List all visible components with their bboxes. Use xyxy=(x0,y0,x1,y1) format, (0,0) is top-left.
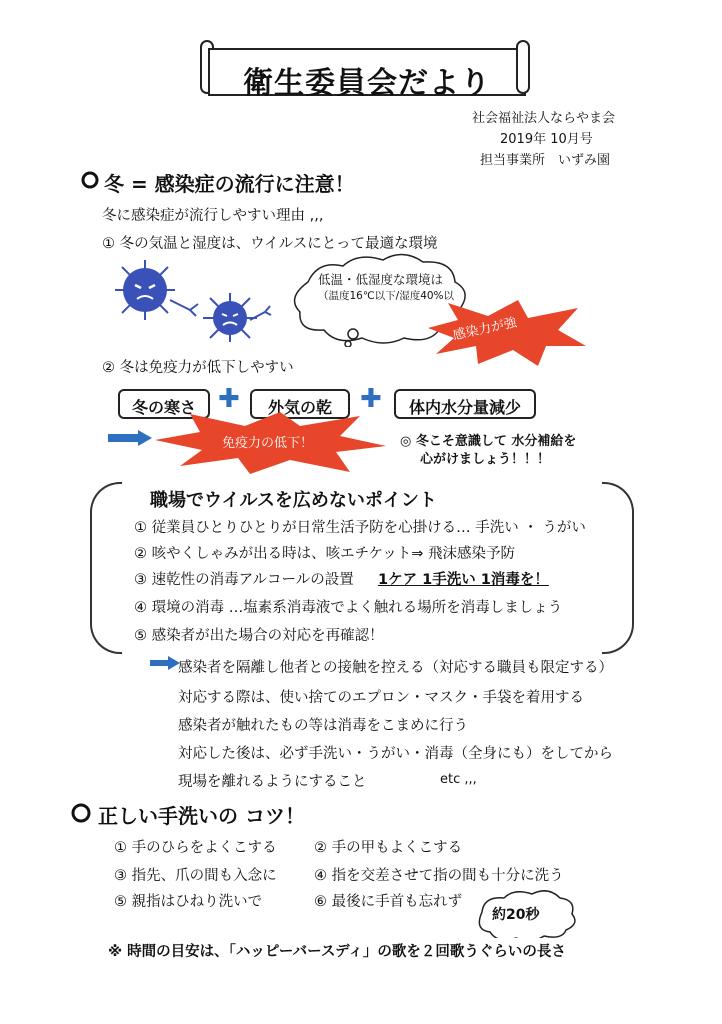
cloud-text-line2: （温度16℃以下/湿度40%以 xyxy=(318,290,455,302)
scroll-right-curl xyxy=(516,40,530,94)
followup-line: 感染者を隔離し他者との接触を控える（対応する職員も限定する） xyxy=(178,660,613,676)
virus-icon xyxy=(195,290,275,345)
hydration-line2: 心がけましょう！！！ xyxy=(420,452,551,467)
cause-box-dry: 外気の乾 xyxy=(250,389,350,419)
title-banner xyxy=(200,40,530,101)
section1-heading: 冬 = 感染症の流行に注意！ xyxy=(104,172,355,196)
handwash-step: ③ 指先、爪の間も入念に xyxy=(114,868,277,884)
point-item: ② 咳やくしゃみが出る時は、咳エチケット⇒ 飛沫感染予防 xyxy=(134,546,516,562)
burst2-text: 免疫力の低下！ xyxy=(222,436,314,451)
handwash-step: ⑤ 親指はひねり洗いで xyxy=(114,894,263,910)
point-item: ④ 環境の消毒 …塩素系消毒液でよく触れる場所を消毒しましょう xyxy=(134,600,563,616)
virus-icon xyxy=(100,255,210,325)
burst1-text: 感染力が強 xyxy=(451,315,519,344)
followup-line: 対応した後は、必ず手洗い・うがい・消毒（全身にも）をしてから xyxy=(178,746,613,762)
followup-line: 現場を離れるようにすること xyxy=(178,774,367,790)
circle-bullet-icon xyxy=(80,170,100,190)
bracket-right xyxy=(602,482,634,654)
organization: 社会福祉法人ならやま会 xyxy=(472,111,616,126)
bracket-left xyxy=(90,482,122,654)
plus-icon: ✚ xyxy=(360,384,382,414)
arrow-right-icon xyxy=(150,656,180,670)
points-heading: 職場でウイルスを広めないポイント xyxy=(150,490,437,511)
arrow-right-icon xyxy=(108,430,152,446)
page-title: 衛生委員会だより xyxy=(243,66,491,101)
issue-date: 2019年 10月号 xyxy=(500,132,593,147)
handwash-step: ⑥ 最後に手首も忘れず xyxy=(314,894,463,910)
point-item: ⑤ 感染者が出た場合の対応を再確認！ xyxy=(134,628,384,644)
cause-box-water: 体内水分量減少 xyxy=(394,389,536,419)
section1-intro: 冬に感染症が流行しやすい理由 ,,, xyxy=(102,208,324,224)
point-item: ③ 速乾性の消毒アルコールの設置 xyxy=(134,572,354,588)
section2-heading: 正しい手洗いの コツ！ xyxy=(98,804,305,828)
followup-line: 対応する際は、使い捨てのエプロン・マスク・手袋を着用する xyxy=(178,690,584,706)
cause-box-cold: 冬の寒さ xyxy=(118,389,210,419)
circle-bullet-icon xyxy=(70,802,92,824)
plus-icon: ✚ xyxy=(218,384,240,414)
reason1: ① 冬の気温と湿度は、ウイルスにとって最適な環境 xyxy=(102,236,438,252)
time-note: ※ 時間の目安は、「ハッピーバースディ」の歌を２回歌うぐらいの長さ xyxy=(108,944,566,960)
followup-line: 感染者が触れたもの等は消毒をこまめに行う xyxy=(178,718,468,734)
handwash-step: ② 手の甲もよくこする xyxy=(314,840,463,856)
cloud-text-line1: 低温・低湿度な環境は xyxy=(318,272,444,287)
handwash-step: ① 手のひらをよくこする xyxy=(114,840,277,856)
point-item: ① 従業員ひとりひとりが日常生活予防を心掛ける… 手洗い ・ うがい xyxy=(134,520,586,536)
hydration-line1: ◎ 冬こそ意識して 水分補給を xyxy=(400,434,577,449)
title-box xyxy=(208,48,526,101)
reason2: ② 冬は免疫力が低下しやすい xyxy=(102,360,294,376)
office-name: 担当事業所 いずみ園 xyxy=(480,153,611,168)
etc-text: etc ,,, xyxy=(440,772,477,787)
handwash-step: ④ 指を交差させて指の間も十分に洗う xyxy=(314,868,564,884)
cloud-20sec: 約20秒 xyxy=(492,907,540,923)
point-item3-emphasis: 1ケア 1手洗い 1消毒を！ xyxy=(378,572,549,588)
